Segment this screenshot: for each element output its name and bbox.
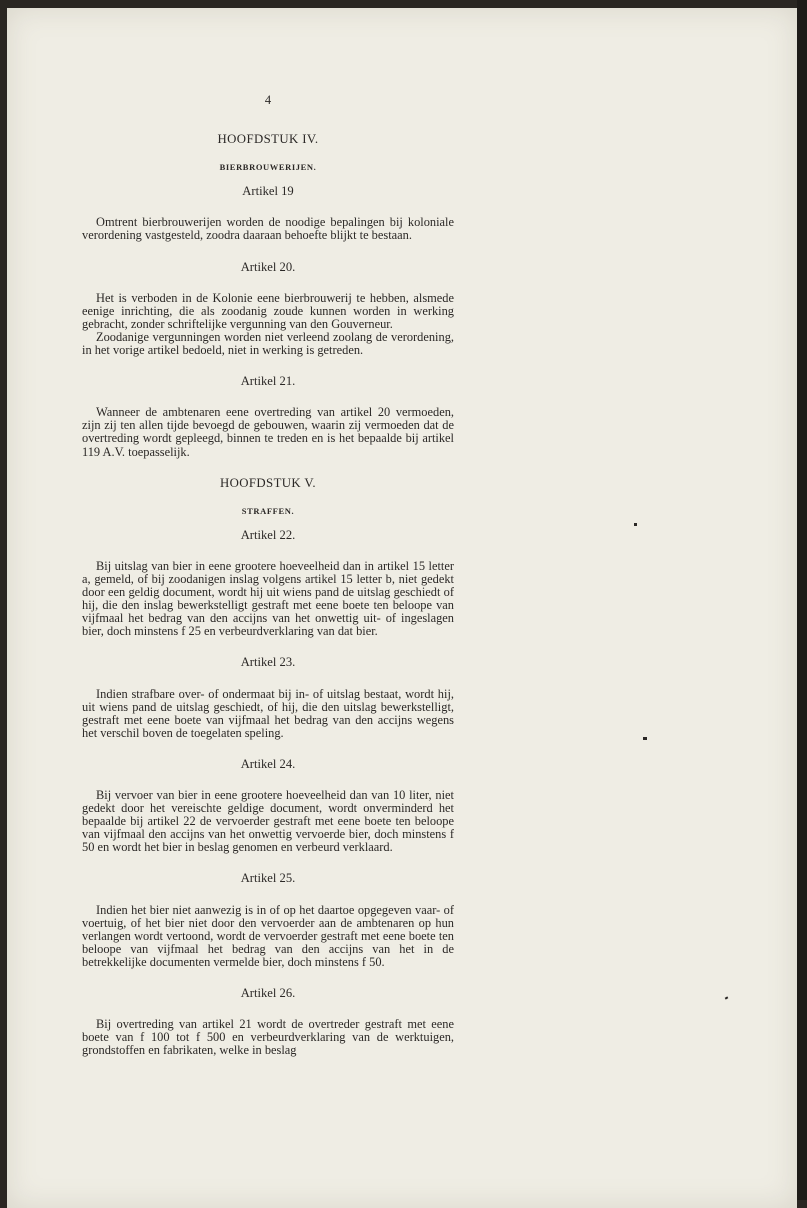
article-paragraph: Zoodanige vergunningen worden niet verleend zoolang de verordening, in het vorige artikel bedoeld, niet in werking is getreden. [82, 329, 454, 358]
article-paragraph: Omtrent bierbrouwerijen worden de noodige bepalingen bij koloniale verordening vastgesteld, zoodra daaraan behoefte blijkt te bestaan. [82, 215, 454, 243]
chapter-title: HOOFDSTUK IV. [217, 132, 319, 147]
article-paragraph: Bij overtreding van artikel 21 wordt de overtreder gestraft met eene boete van f 100 tot f 500 en verbeurdverklaring van de werktuigen, grondstoffen en fabrikaten, welke in beslag [82, 1017, 454, 1058]
scan-edge [797, 0, 807, 1200]
page-content [82, 94, 454, 1057]
article-heading: Artikel 25. [240, 871, 296, 886]
article-heading: Artikel 23. [240, 655, 296, 670]
article-heading: Artikel 20. [240, 259, 296, 274]
article-heading: Artikel 21. [240, 374, 296, 389]
article-paragraph: Het is verboden in de Kolonie eene bierbrouwerij te hebben, alsmede eenige inrichting, die als zoodanig zoude kunnen worden in werking gebracht, zonder schriftelijke vergunning van den Gouverneur. [82, 290, 454, 331]
article-heading: Artikel 24. [240, 756, 296, 771]
document-page [7, 8, 797, 1208]
chapter-title: HOOFDSTUK V. [219, 475, 317, 490]
article-paragraph: Indien strafbare over- of ondermaat bij in- of uitslag bestaat, wordt hij, uit wiens pand de uitslag geschiedt, of hij, die den uitslag bewerkstelligt, gestraft met eene boete van vijfmaal het bedrag van den accijns wegens het verschil boven de toegelaten speling. [82, 686, 454, 740]
article-heading: Artikel 19 [242, 184, 294, 199]
article-paragraph: Bij vervoer van bier in eene grootere hoeveelheid dan van 10 liter, niet gedekt door het vereischte geldige document, wordt onverminderd het bepaalde bij artikel 22 de vervoerder gestraft met eene boete ten beloope van vijfmaal den accijns van het onwettig vervoerde bier, doch minstens f 50 en wordt het bier in beslag genomen en verbeurd verklaard. [82, 788, 454, 855]
chapter-subtitle: STRAFFEN. [241, 505, 295, 516]
speck-mark [643, 737, 647, 740]
speck-mark [725, 996, 729, 999]
page-number: 4 [264, 93, 272, 107]
article-heading: Artikel 26. [240, 986, 296, 1001]
chapter-subtitle: BIERBROUWERIJEN. [219, 162, 317, 173]
speck-mark [634, 523, 637, 526]
article-paragraph: Wanneer de ambtenaren eene overtreding van artikel 20 vermoeden, zijn zij ten allen tijde bevoegd de gebouwen, waarin zij vermoeden dat de overtreding wordt gepleegd, binnen te treden en is het bepaalde bij artikel 119 A.V. toepasselijk. [82, 405, 454, 459]
article-heading: Artikel 22. [240, 527, 296, 542]
article-paragraph: Indien het bier niet aanwezig is in of op het daartoe opgegeven vaar- of voertuig, of het bier niet door den vervoerder aan de ambtenaren op hun verlangen wordt vertoond, wordt de vervoerder gestraft met eene boete ten beloope van vijfmaal het bedrag van den accijns van het in de betrekkelijke documenten vermelde bier, doch minstens f 50. [82, 902, 454, 969]
article-paragraph: Bij uitslag van bier in eene grootere hoeveelheid dan in artikel 15 letter a, gemeld, of bij zoodanigen inslag volgens artikel 15 letter b, niet gedekt door een geldig document, wordt hij uit wiens pand de uitslag geschiedt of hij, die den inslag bewerkstelligt gestraft met eene boete ten beloope van vijfmaal het bedrag van den accijns van het onwettig uit- of ingeslagen bier, doch minstens f 25 en verbeurdverklaring van dat bier. [82, 558, 454, 639]
